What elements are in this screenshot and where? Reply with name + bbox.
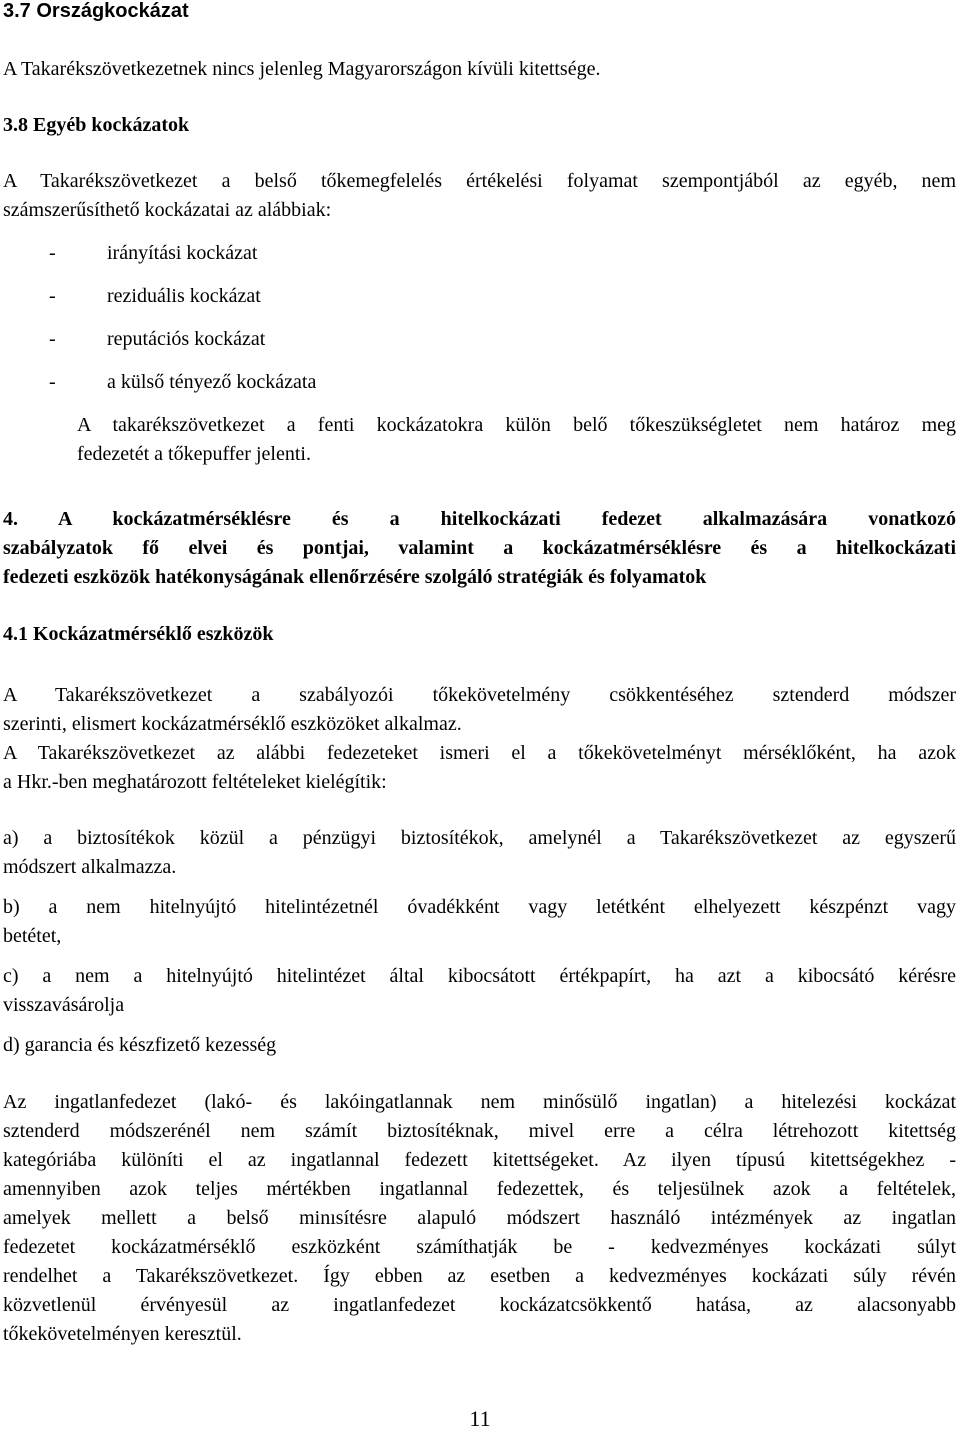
re-line: amennyiben azok teljes mértékben ingatlannal fedezettek, és teljesülnek azok a feltételek,: [3, 1178, 956, 1200]
paragraph-3-8-line1: A Takarékszövetkezet a belső tőkemegfelelés értékelési folyamat szempontjából az egyéb, nem: [3, 170, 956, 192]
p1-line2: szerinti, elismert kockázatmérséklő eszközöket alkalmaz.: [3, 713, 462, 735]
list-item: irányítási kockázat: [107, 242, 258, 264]
re-line: fedezetet kockázatmérséklő eszközként számíthatják be - kedvezményes kockázati súlyt: [3, 1236, 956, 1258]
re-line: Az ingatlanfedezet (lakó- és lakóingatlannak nem minősülő ingatlan) a hitelezési kockázat: [3, 1091, 956, 1113]
paragraph-3-8-line2: számszerűsíthető kockázatai az alábbiak:: [3, 199, 332, 221]
re-line: rendelhet a Takarékszövetkezet. Így ebben az esetben a kedvezményes kockázati súly révén: [3, 1265, 956, 1287]
heading-3-8: 3.8 Egyéb kockázatok: [3, 114, 190, 136]
heading-4-line3: fedezeti eszközök hatékonyságának ellenőrzésére szolgáló stratégiák és folyamatok: [3, 566, 707, 588]
heading-3-7: 3.7 Országkockázat: [3, 0, 189, 22]
item-b-line1: b) a nem hitelnyújtó hitelintézetnél óvadékként vagy letétként elhelyezett készpénzt vagy: [3, 896, 956, 918]
p2-line2: a Hkr.-ben meghatározott feltételeket kielégítik:: [3, 771, 387, 793]
list-item: reputációs kockázat: [107, 328, 266, 350]
heading-4-line2: szabályzatok fő elvei és pontjai, valamint a kockázatmérséklésre és a hitelkockázati: [3, 537, 956, 559]
p1-line1: A Takarékszövetkezet a szabályozói tőkekövetelmény csökkentéséhez sztenderd módszer: [3, 684, 956, 706]
list-item: a külső tényező kockázata: [107, 371, 317, 393]
item-b-line2: betétet,: [3, 925, 62, 947]
item-a-line1: a) a biztosítékok közül a pénzügyi biztosítékok, amelynél a Takarékszövetkezet az egyszerű: [3, 827, 956, 849]
item-c-line2: visszavásárolja: [3, 994, 125, 1016]
list-item: reziduális kockázat: [107, 285, 261, 307]
re-line: kategóriába különíti el az ingatlannal fedezett kitettségeket. Az ilyen típusú kitettségekhez -: [3, 1149, 956, 1171]
re-line: közvetlenül érvényesül az ingatlanfedezet kockázatcsökkentő hatása, az alacsonyabb: [3, 1294, 956, 1316]
page-number: 11: [469, 1406, 491, 1431]
re-line: amelyek mellett a belső minısítésre alapuló módszert használó intézmények az ingatlan: [3, 1207, 956, 1229]
item-d: d) garancia és készfizető kezesség: [3, 1034, 277, 1056]
re-line: sztenderd módszerénél nem számít biztosítéknak, mivel erre a célra létrehozott kitettség: [3, 1120, 956, 1142]
bullet-marker: -: [49, 371, 56, 393]
bullet-marker: -: [49, 242, 56, 264]
bullet-marker: -: [49, 328, 56, 350]
note-line2: fedezetét a tőkepuffer jelenti.: [77, 443, 311, 465]
item-a-line2: módszert alkalmazza.: [3, 856, 177, 878]
item-c-line1: c) a nem a hitelnyújtó hitelintézet által kibocsátott értékpapírt, ha azt a kibocsátó kérésre: [3, 965, 956, 987]
re-line-last: tőkekövetelményen keresztül.: [3, 1323, 242, 1345]
heading-4-line1: 4. A kockázatmérséklésre és a hitelkockázati fedezet alkalmazására vonatkozó: [3, 508, 956, 530]
p2-line1: A Takarékszövetkezet az alábbi fedezeteket ismeri el a tőkekövetelményt mérséklőként, ha azok: [3, 742, 956, 764]
bullet-marker: -: [49, 285, 56, 307]
paragraph-3-7: A Takarékszövetkezetnek nincs jelenleg Magyarországon kívüli kitettsége.: [3, 58, 601, 80]
heading-4-1: 4.1 Kockázatmérséklő eszközök: [3, 623, 274, 645]
note-line1: A takarékszövetkezet a fenti kockázatokra külön belő tőkeszükségletet nem határoz meg: [77, 414, 956, 436]
